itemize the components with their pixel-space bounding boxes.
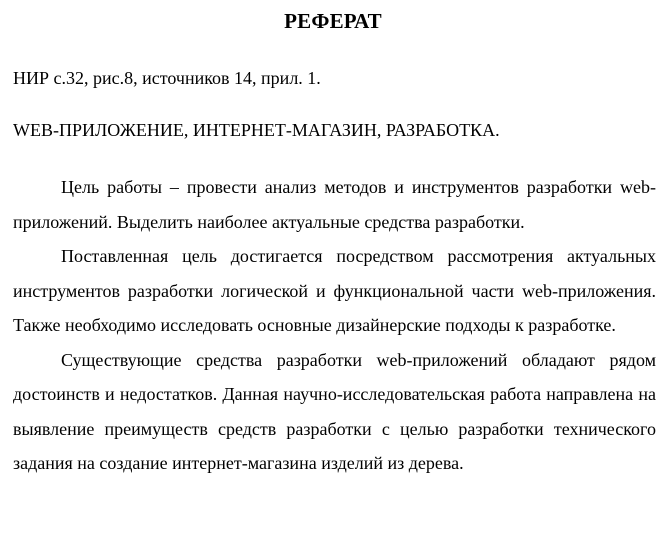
document-metadata: НИР с.32, рис.8, источников 14, прил. 1.: [13, 68, 321, 88]
paragraph-method: Поставленная цель достигается посредством рассмотрения актуальных инструментов разработки логической и функциональной части web-приложения. Также необходимо исследовать основные дизайнерские подходы к разработке.: [13, 246, 656, 335]
abstract-body: [13, 170, 656, 481]
paragraph-conclusion: Существующие средства разработки web-приложений обладают рядом достоинств и недостатков. Данная научно-исследовательская работа направлена на выявление преимуществ средств разработки с целью разработки технического задания на создание интернет-магазина изделий из дерева.: [13, 349, 656, 473]
paragraph-goal: Цель работы – провести анализ методов и инструментов разработки web-приложений. Выделить наиболее актуальные средства разработки.: [13, 177, 656, 232]
page-title: РЕФЕРАТ: [284, 9, 382, 33]
keywords-line: WEB-ПРИЛОЖЕНИЕ, ИНТЕРНЕТ-МАГАЗИН, РАЗРАБОТКА.: [13, 120, 500, 140]
